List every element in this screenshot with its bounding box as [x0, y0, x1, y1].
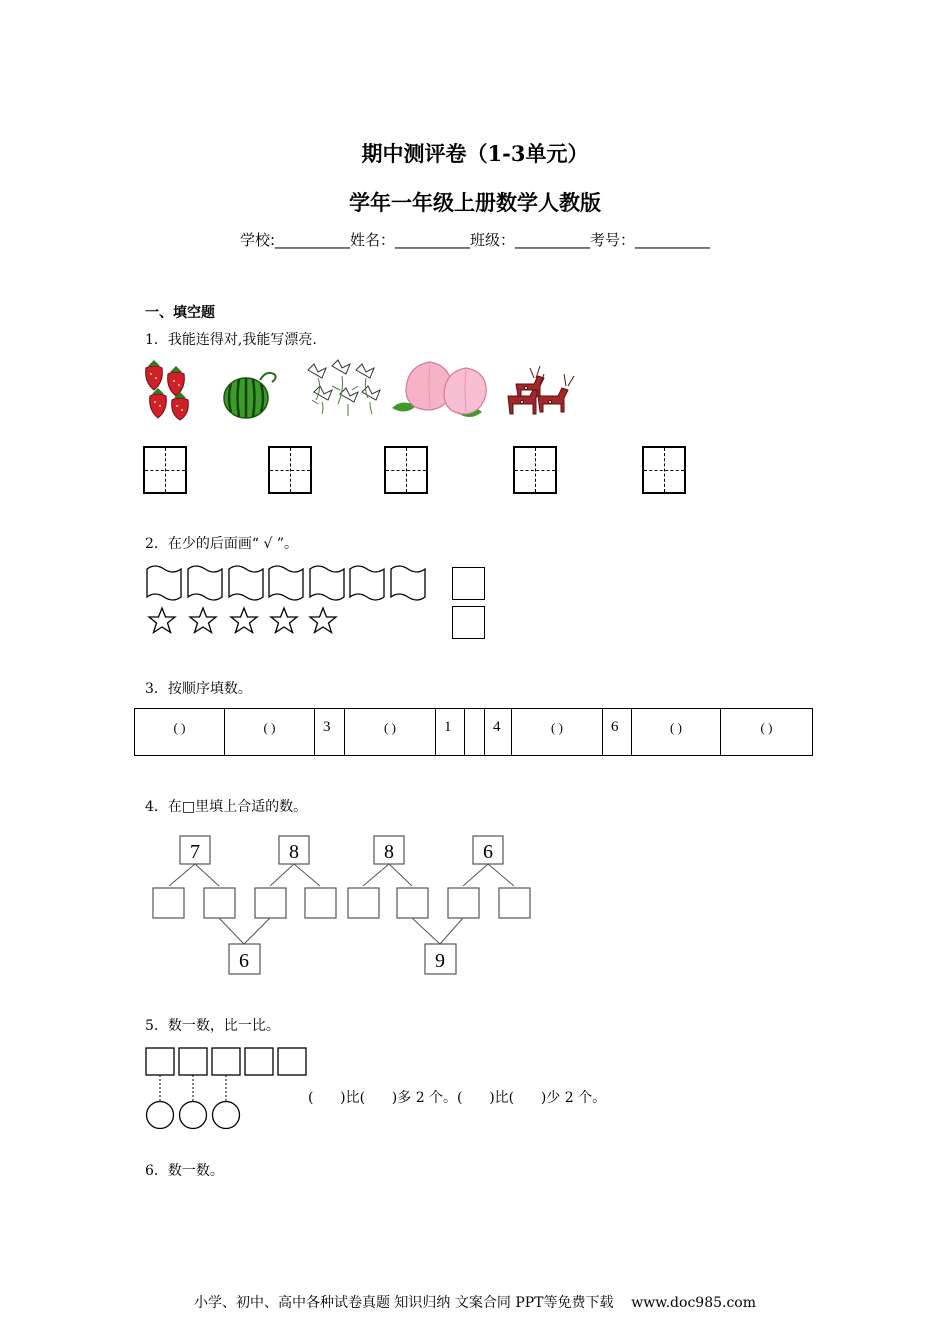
student-info-line: 学校:__________姓名：__________班级：__________考号：__________ — [239, 231, 711, 249]
flag-shape — [269, 566, 303, 600]
sequence-cell[interactable]: ( ) — [135, 709, 225, 756]
star-shape — [231, 608, 257, 633]
blank-box[interactable] — [255, 888, 286, 918]
writing-box-1[interactable] — [143, 446, 187, 494]
sequence-table — [134, 708, 813, 756]
square-shape — [212, 1048, 240, 1075]
question-3-text: 3．按顺序填数。 — [145, 681, 252, 697]
q1-pictures — [136, 356, 576, 422]
tree-bottom-number: 9 — [435, 950, 445, 972]
answer-box-stars[interactable] — [452, 606, 485, 639]
sequence-cell: 4 — [485, 709, 512, 756]
tree-top-number: 7 — [190, 841, 200, 863]
page-title: 期中测评卷（1-3单元） — [361, 141, 589, 166]
sequence-cell[interactable]: ( ) — [721, 709, 813, 756]
circle-shape — [147, 1102, 174, 1129]
sequence-cell: 3 — [315, 709, 345, 756]
sequence-cell[interactable]: ( ) — [225, 709, 315, 756]
sequence-cell[interactable] — [465, 709, 485, 756]
star-shape — [271, 608, 297, 633]
sequence-cell: 1 — [436, 709, 465, 756]
peaches-picture — [392, 362, 486, 417]
q2-figures — [143, 563, 493, 645]
square-shape — [146, 1048, 174, 1075]
circle-shape — [213, 1102, 240, 1129]
tree-top-number: 8 — [289, 841, 299, 863]
deer-picture — [508, 366, 574, 414]
sequence-cell[interactable]: ( ) — [512, 709, 603, 756]
flag-shape — [229, 566, 263, 600]
star-shape — [149, 608, 175, 633]
question-5-text: 5．数一数，比一比。 — [145, 1018, 280, 1034]
sequence-cell[interactable]: ( ) — [345, 709, 436, 756]
answer-box-flags[interactable] — [452, 567, 485, 600]
writing-box-5[interactable] — [642, 446, 686, 494]
flag-shape — [391, 566, 425, 600]
sequence-cell: 6 — [603, 709, 632, 756]
blank-box[interactable] — [153, 888, 184, 918]
strawberries-picture — [146, 360, 189, 420]
comparison-sentence: ( )比( )多 2 个。( )比( )少 2 个。 — [308, 1090, 607, 1106]
footer-text: 小学、初中、高中各种试卷真题 知识归纳 文案合同 PPT等免费下载 www.doc985.com — [193, 1295, 756, 1311]
question-1-text: 1．我能连得对,我能写漂亮. — [145, 332, 317, 348]
question-2-text: 2．在少的后面画“ √ ”。 — [145, 536, 299, 552]
flowers-picture — [308, 360, 380, 416]
tree-top-number: 6 — [483, 841, 493, 863]
flag-shape — [188, 566, 222, 600]
flag-shape — [147, 566, 181, 600]
circle-shape — [180, 1102, 207, 1129]
question-4-text: 4．在□里填上合适的数。 — [145, 799, 308, 815]
section-label: 一、填空题 — [145, 305, 215, 321]
star-shape — [310, 608, 336, 633]
question-6-text: 6．数一数。 — [145, 1163, 224, 1179]
sequence-cell[interactable]: ( ) — [632, 709, 721, 756]
blank-box[interactable] — [397, 888, 428, 918]
square-shape — [179, 1048, 207, 1075]
blank-box[interactable] — [499, 888, 530, 918]
blank-box[interactable] — [448, 888, 479, 918]
flag-shape — [350, 566, 384, 600]
tree-bottom-number: 6 — [239, 950, 249, 972]
tree-top-number: 8 — [384, 841, 394, 863]
blank-box[interactable] — [204, 888, 235, 918]
blank-box[interactable] — [348, 888, 379, 918]
writing-box-2[interactable] — [268, 446, 312, 494]
number-trees — [145, 828, 545, 978]
square-shape — [278, 1048, 306, 1075]
flag-shape — [310, 566, 344, 600]
writing-box-4[interactable] — [513, 446, 557, 494]
blank-box[interactable] — [305, 888, 336, 918]
watermelon-picture — [224, 373, 276, 418]
square-shape — [245, 1048, 273, 1075]
count-figures — [145, 1046, 309, 1132]
writing-box-3[interactable] — [384, 446, 428, 494]
page-subtitle: 学年一年级上册数学人教版 — [349, 190, 601, 215]
star-shape — [190, 608, 216, 633]
